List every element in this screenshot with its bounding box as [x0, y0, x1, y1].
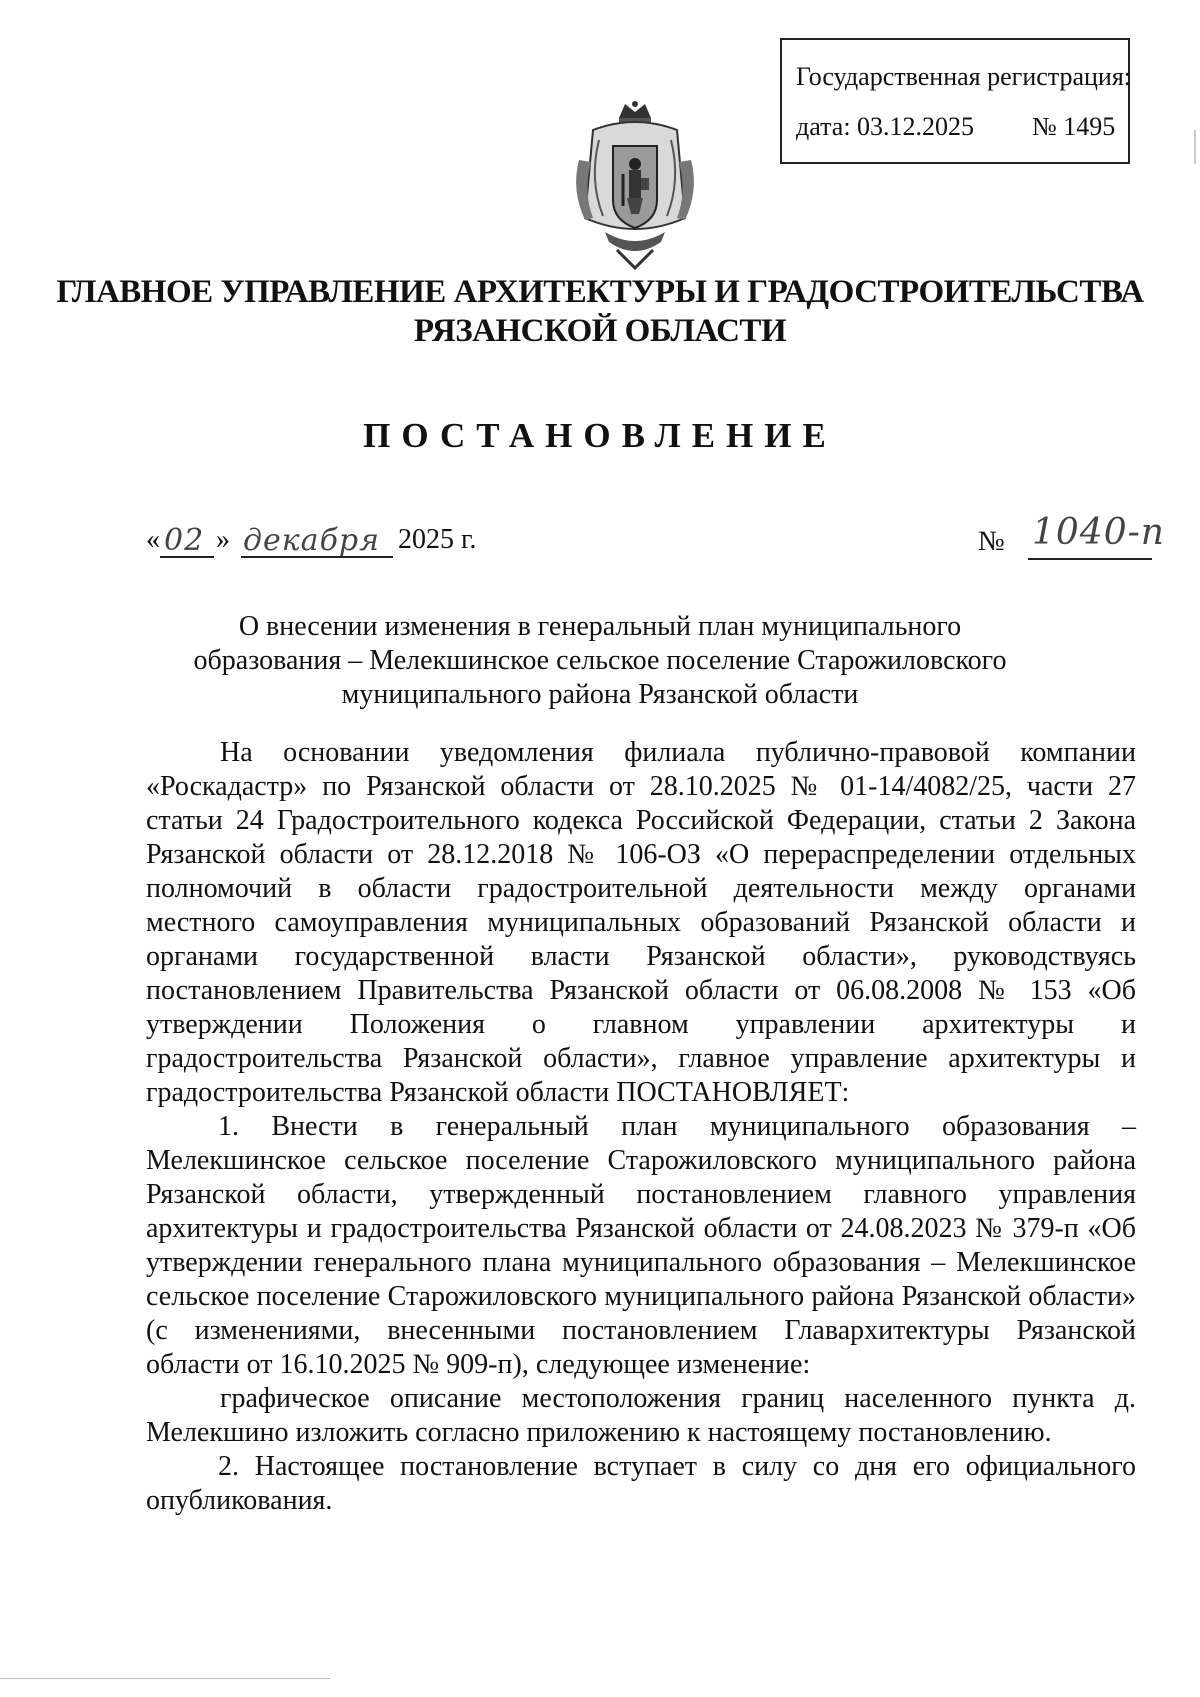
- document-body: [146, 736, 1136, 1518]
- registration-number: № 1495: [1032, 112, 1116, 141]
- month-underline: [241, 556, 393, 558]
- item-1-paragraph: 1. Внести в генеральный план муниципального образования – Мелекшинское сельское поселение Старожиловского муниципального района Рязанской области, утвержденный постановлением главного управления архитектуры и градостроительства Рязанской области от 24.08.2023 № 379-п «Об утверждении генерального плана муниципального образования – Мелекшинское сельское поселение Старожиловского муниципального района Рязанской области» (с изменениями, внесенными постановлением Главархитектуры Рязанской области от 16.10.2025 № 909-п), следующее изменение:: [146, 1111, 1136, 1380]
- document-subject: [150, 610, 1050, 712]
- scan-edge-mark: [0, 1678, 330, 1679]
- subject-line-2: образования – Мелекшинское сельское поселение Старожиловского: [193, 645, 1007, 676]
- organization-name-line-1: ГЛАВНОЕ УПРАВЛЕНИЕ АРХИТЕКТУРЫ И ГРАДОСТРОИТЕЛЬСТВА: [56, 274, 1144, 310]
- coat-of-arms-icon: [569, 100, 701, 272]
- handwritten-number: 1040-п: [1032, 512, 1165, 553]
- date-open-quote: «: [146, 524, 160, 555]
- date-year: 2025 г.: [398, 524, 477, 555]
- date-close-quote: »: [216, 524, 230, 555]
- subject-line-1: О внесении изменения в генеральный план муниципального: [238, 611, 962, 642]
- document-number: [978, 512, 1178, 566]
- scan-edge-mark-right: [1194, 130, 1196, 164]
- registration-title: Государственная регистрация:: [796, 62, 1132, 91]
- item-1-detail-paragraph: графическое описание местоположения границ населенного пункта д. Мелекшино изложить согласно приложению к настоящему постановлению.: [146, 1383, 1136, 1448]
- document-date: [146, 516, 486, 560]
- preamble-paragraph: На основании уведомления филиала публично-правовой компании «Роскадастр» по Рязанской области от 28.10.2025 № 01-14/4082/25, части 27 статьи 24 Градостроительного кодекса Российской Федерации, статьи 2 Закона Рязанской области от 28.12.2018 № 106-ОЗ «О перераспределении отдельных полномочий в области градостроительной деятельности между органами местного самоуправления муниципальных образований Рязанской области и органами государственной власти Рязанской области», руководствуясь постановлением Правительства Рязанской области от 06.08.2008 № 153 «Об утверждении Положения о главном управлении архитектуры и градостроительства Рязанской области», главное управление архитектуры и градостроительства Рязанской области ПОСТАНОВЛЯЕТ:: [146, 737, 1136, 1108]
- item-2-paragraph: 2. Настоящее постановление вступает в силу со дня его официального опубликования.: [146, 1451, 1136, 1516]
- number-sign: №: [978, 526, 1005, 557]
- number-underline: [1028, 558, 1152, 560]
- handwritten-day: 02: [164, 523, 205, 558]
- subject-line-3: муниципального района Рязанской области: [341, 679, 859, 710]
- registration-date: дата: 03.12.2025: [796, 112, 975, 141]
- organization-name-line-2: РЯЗАНСКОЙ ОБЛАСТИ: [413, 313, 787, 349]
- day-underline: [160, 556, 214, 558]
- handwritten-month: декабря: [243, 523, 380, 558]
- registration-stamp: [780, 38, 1130, 164]
- document-type-title: ПОСТАНОВЛЕНИЕ: [363, 416, 837, 455]
